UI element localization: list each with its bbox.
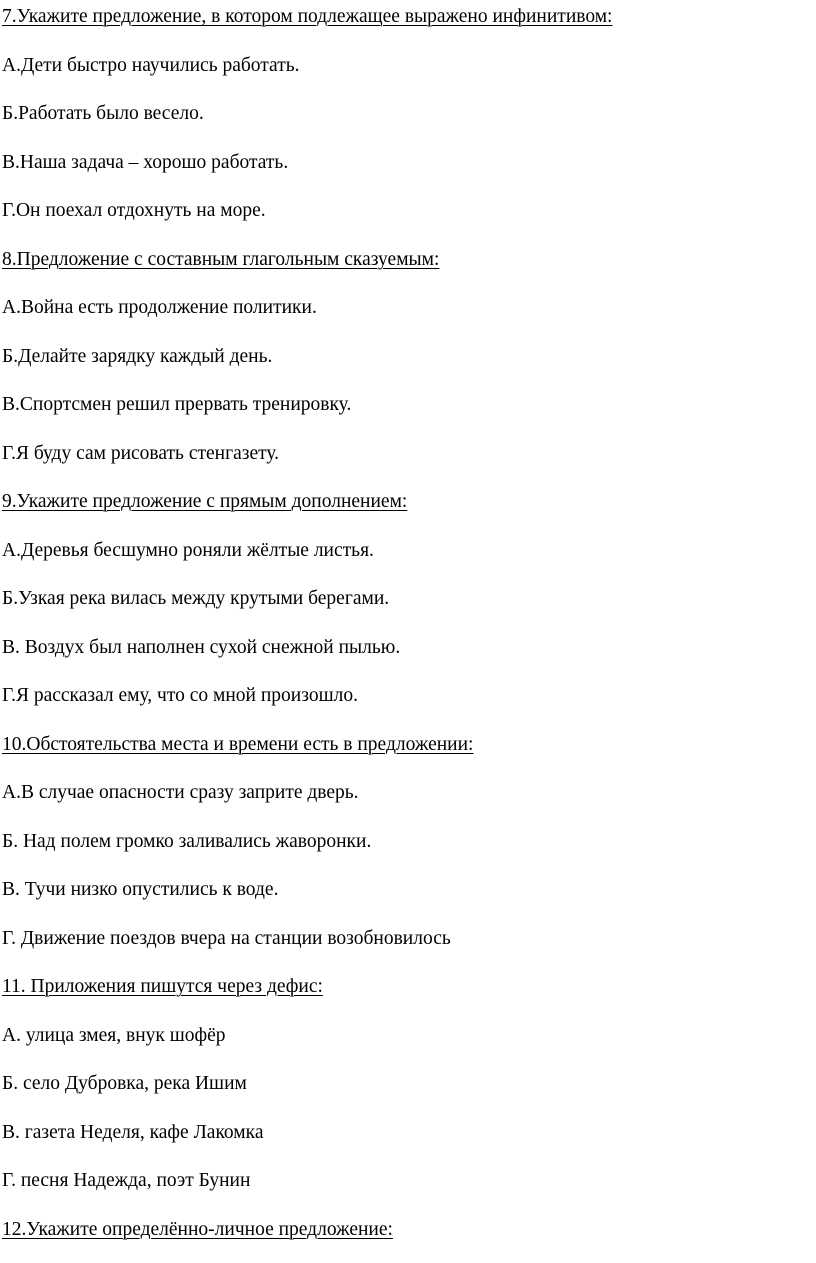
answer-option-g: Г.Я буду сам рисовать стенгазету. — [2, 442, 280, 464]
answer-options — [2, 534, 816, 728]
answer-options — [2, 776, 816, 970]
answer-option-a: А.В случае опасности сразу заприте дверь. — [2, 782, 359, 803]
answer-option-v: В. Воздух был наполнен сухой снежной пылью. — [2, 636, 401, 658]
answer-option-b: Б.Узкая река вилась между крутыми берегами. — [2, 588, 390, 609]
question-7 — [2, 0, 816, 243]
answer-option-g: Г.Я рассказал ему, что со мной произошло. — [2, 685, 358, 706]
question-8 — [2, 243, 816, 486]
answer-option-b: Б.Работать было весело. — [2, 103, 204, 124]
answer-option-b: Б. Над полем громко заливались жаворонки. — [2, 830, 372, 852]
question-12 — [2, 1213, 816, 1262]
answer-option-g: Г.Он поехал отдохнуть на море. — [2, 200, 266, 221]
question-10 — [2, 728, 816, 971]
answer-option-b: Б.Делайте зарядку каждый день. — [2, 345, 273, 367]
answer-option-a: А.Деревья бесшумно роняли жёлтые листья. — [2, 539, 374, 561]
question-title: 11. Приложения пишутся через дефис: — [2, 976, 323, 997]
question-title: 12.Укажите определённо-личное предложение: — [2, 1218, 393, 1240]
question-title: 10.Обстоятельства места и времени есть в предложении: — [2, 733, 474, 755]
answer-option-g: Г. песня Надежда, поэт Бунин — [2, 1170, 251, 1191]
answer-option-b: Б. село Дубровка, река Ишим — [2, 1073, 247, 1094]
answer-options — [2, 1019, 816, 1213]
question-11 — [2, 970, 816, 1213]
question-title: 7.Укажите предложение, в котором подлежащее выражено инфинитивом: — [2, 6, 613, 27]
answer-option-v: В.Спортсмен решил прервать тренировку. — [2, 394, 352, 415]
question-9 — [2, 485, 816, 728]
answer-options — [2, 291, 816, 485]
answer-option-v: В. Тучи низко опустились к воде. — [2, 879, 279, 900]
answer-option-v: В.Наша задача – хорошо работать. — [2, 151, 289, 173]
question-title: 8.Предложение с составным глагольным сказуемым: — [2, 248, 440, 270]
answer-option-a: А.Дети быстро научились работать. — [2, 54, 300, 76]
question-title: 9.Укажите предложение с прямым дополнением: — [2, 491, 408, 512]
answer-option-g: Г. Движение поездов вчера на станции возобновилось — [2, 927, 451, 949]
answer-options — [2, 49, 816, 243]
answer-option-a: А. улица змея, внук шофёр — [2, 1024, 226, 1046]
answer-option-a: А.Война есть продолжение политики. — [2, 297, 317, 318]
answer-option-v: В. газета Неделя, кафе Лакомка — [2, 1121, 264, 1143]
